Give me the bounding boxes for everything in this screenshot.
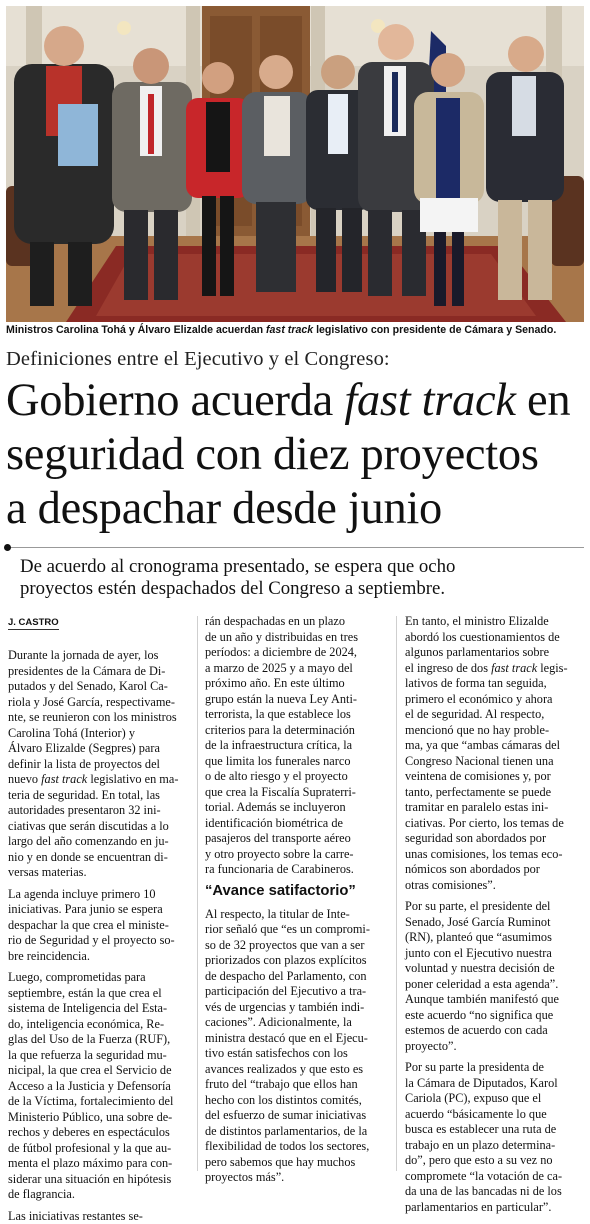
photo-caption	[6, 323, 584, 337]
byline: J. CASTRO	[8, 617, 59, 630]
text-line: rán despachadas en un plazo	[205, 614, 388, 630]
text-line: y otro proyecto sobre la carre-	[205, 847, 388, 863]
text-line: Cariola (PC), expuso que el	[405, 1091, 587, 1107]
column-divider	[396, 616, 397, 1171]
text-line: fruto del “trabajo que ellos han	[205, 1077, 388, 1093]
caption-italic: fast track	[266, 324, 313, 336]
deck-line-1: De acuerdo al cronograma presentado, se espera que ocho	[20, 556, 586, 578]
text-line: so de 32 proyectos que van a ser	[205, 938, 388, 954]
text-line: rechos y deberes en espectáculos	[8, 1125, 190, 1141]
text-line: de la Víctima, fortalecimiento del	[8, 1094, 190, 1110]
text-line: versas materias.	[8, 865, 190, 881]
text-line: de despacho del Parlamento, con	[205, 969, 388, 985]
text-line: mencionó que no hay proble-	[405, 723, 587, 739]
caption-text-end: legislativo con presidente de Cámara y Senado.	[313, 324, 556, 336]
text-line: riola y José García, respectivame-	[8, 695, 190, 711]
text-line: grupo están la nueva Ley Anti-	[205, 692, 388, 708]
headline-italic: fast track	[344, 375, 515, 426]
text-line: Senado, José García Ruminot	[405, 915, 587, 931]
text-line: torial. Además se incluyeron	[205, 800, 388, 816]
text-line: ra funcionaria de Carabineros.	[205, 862, 388, 878]
text-line: sistema de Inteligencia del Esta-	[8, 1001, 190, 1017]
text-line: presidentes de la Cámara de Di-	[8, 664, 190, 680]
text-line: tramitar en paralelo estas ini-	[405, 800, 587, 816]
text-line: próximo año. En este último	[205, 676, 388, 692]
text-line: ciativas que serán discutidas a lo	[8, 819, 190, 835]
text-line: unas comisiones, los temas eco-	[405, 847, 587, 863]
text-line: abordó los cuestionamientos de	[405, 630, 587, 646]
text-line: iniciativas. Para junio se espera	[8, 902, 190, 918]
headline	[6, 374, 590, 536]
text-line: Durante la jornada de ayer, los	[8, 648, 190, 664]
text-line: putados y del Senado, Karol Ca-	[8, 679, 190, 695]
text-line: La agenda incluye primero 10	[8, 887, 190, 903]
text-line: Al respecto, la titular de Inte-	[205, 907, 388, 923]
text-line: trabajo en un plazo determina-	[405, 1138, 587, 1154]
text-line: del esfuerzo de sumar iniciativas	[205, 1108, 388, 1124]
text-line: Congreso Nacional tienen una	[405, 754, 587, 770]
text-line: priorizados con plazos explícitos	[205, 953, 388, 969]
headline-line-2: seguridad con diez proyectos	[6, 428, 590, 482]
caption-text: Ministros Carolina Tohá y Álvaro Elizalde acuerdan	[6, 324, 266, 336]
text-line: menta el plazo máximo para con-	[8, 1156, 190, 1172]
text-line: nicipal, la que crea el Servicio de	[8, 1063, 190, 1079]
text-line: Acceso a la Justicia y Defensoría	[8, 1079, 190, 1095]
text-line: pasajeros del transporte aéreo	[205, 831, 388, 847]
text-line: proyecto”.	[405, 1039, 587, 1055]
text-line: nómicos son abordados por	[405, 862, 587, 878]
text-line: do”, pero que esto a su vez no	[405, 1153, 587, 1169]
kicker: Definiciones entre el Ejecutivo y el Congreso:	[6, 346, 390, 372]
column-2-body-b	[205, 907, 388, 1186]
text-line: Ministerio Público, una sobre de-	[8, 1110, 190, 1126]
text-line: da una de las bancadas ni de los	[405, 1184, 587, 1200]
text-line: rior señaló que “es un compromi-	[205, 922, 388, 938]
text-line: autoridades presentaron 32 ini-	[8, 803, 190, 819]
text-line: de la infraestructura crítica, la	[205, 738, 388, 754]
text-line: algunos parlamentarios sobre	[405, 645, 587, 661]
text-line: Álvaro Elizalde (Segpres) para	[8, 741, 190, 757]
text-line: que limita los funerales narco	[205, 754, 388, 770]
text-line: ministra destacó que en el Ejecu-	[205, 1031, 388, 1047]
news-photo	[6, 6, 584, 322]
text-line: nuevo fast track legislativo en ma-	[8, 772, 190, 788]
text-line: tanto, perfectamente se puede	[405, 785, 587, 801]
text-line: identificación biométrica de	[205, 816, 388, 832]
headline-text: Gobierno acuerda	[6, 375, 344, 426]
text-line: de distintos parlamentarios, de la	[205, 1124, 388, 1140]
text-line: largo del año comenzando en ju-	[8, 834, 190, 850]
column-2-body-a	[205, 614, 388, 878]
text-line: otras comisiones”.	[405, 878, 587, 894]
text-line: ma, ya que “ambas cámaras del	[405, 738, 587, 754]
text-line: Luego, comprometidas para	[8, 970, 190, 986]
text-line: do, inteligencia económica, Re-	[8, 1017, 190, 1033]
deck-line-2: proyectos estén despachados del Congreso a septiembre.	[20, 578, 586, 600]
headline-text-end: en	[516, 375, 571, 426]
text-line: estemos de acuerdo con cada	[405, 1023, 587, 1039]
text-line: ciativas. Por cierto, los temas de	[405, 816, 587, 832]
text-line: participación del Ejecutivo a tra-	[205, 984, 388, 1000]
text-line: primero el económico y ahora	[405, 692, 587, 708]
deck	[20, 556, 586, 600]
text-line: la Cámara de Diputados, Karol	[405, 1076, 587, 1092]
text-line: glas del Uso de la Fuerza (RUF),	[8, 1032, 190, 1048]
column-divider	[197, 616, 198, 1171]
text-line: seguridad son abordados por	[405, 831, 587, 847]
text-line: (RN), planteó que “asumimos	[405, 930, 587, 946]
text-line: de fútbol profesional y la que au-	[8, 1141, 190, 1157]
text-line: parlamentarios en particular”.	[405, 1200, 587, 1216]
text-line: Las iniciativas restantes se-	[8, 1209, 190, 1224]
column-1	[8, 614, 190, 1224]
text-line: nte, se reunieron con los ministros	[8, 710, 190, 726]
text-line: teria de seguridad. En total, las	[8, 788, 190, 804]
text-line: a marzo de 2025 y a mayo del	[205, 661, 388, 677]
text-line: despachar la que crea el ministe-	[8, 918, 190, 934]
text-line: busca es establecer una ruta de	[405, 1122, 587, 1138]
text-line: poner celeridad a esta agenda”.	[405, 977, 587, 993]
text-line: Aunque también manifestó que	[405, 992, 587, 1008]
text-line: bre reincidencia.	[8, 949, 190, 965]
text-line: nio y en donde se encuentran di-	[8, 850, 190, 866]
text-line: En tanto, el ministro Elizalde	[405, 614, 587, 630]
text-line: este acuerdo “no significa que	[405, 1008, 587, 1024]
text-line: lativos de forma tan seguida,	[405, 676, 587, 692]
text-line: flexibilidad de todos los sectores,	[205, 1139, 388, 1155]
column-3	[405, 614, 587, 1215]
text-line: Por su parte la presidenta de	[405, 1060, 587, 1076]
text-line: vés de urgencias y también indi-	[205, 1000, 388, 1016]
text-line: pero sabemos que hay muchos	[205, 1155, 388, 1171]
text-line: siderar una situación en hipótesis	[8, 1172, 190, 1188]
column-1-body	[8, 648, 190, 1224]
text-line: o de alto riesgo y el proyecto	[205, 769, 388, 785]
text-line: Carolina Tohá (Interior) y	[8, 726, 190, 742]
text-line: terrorista, la que establece los	[205, 707, 388, 723]
text-line: voluntad y nuestra decisión de	[405, 961, 587, 977]
text-line: criterios para la determinación	[205, 723, 388, 739]
text-line: caciones”. Adicionalmente, la	[205, 1015, 388, 1031]
column-2	[205, 614, 388, 1186]
column-3-body	[405, 614, 587, 1215]
text-line: el de seguridad. Al respecto,	[405, 707, 587, 723]
headline-line-3: a despachar desde junio	[6, 482, 590, 536]
text-line: el ingreso de dos fast track legis-	[405, 661, 587, 677]
group-photo-illustration	[6, 6, 584, 322]
text-line: que crea la Fiscalía Supraterri-	[205, 785, 388, 801]
headline-line-1	[6, 374, 590, 428]
text-line: períodos: a diciembre de 2024,	[205, 645, 388, 661]
text-line: la que refuerza la seguridad mu-	[8, 1048, 190, 1064]
text-line: Por su parte, el presidente del	[405, 899, 587, 915]
subhead: “Avance satifactorio”	[205, 881, 388, 901]
text-line: de flagrancia.	[8, 1187, 190, 1203]
text-line: avances realizados y que esto es	[205, 1062, 388, 1078]
text-line: acuerdo “básicamente lo que	[405, 1107, 587, 1123]
text-line: definir la lista de proyectos del	[8, 757, 190, 773]
text-line: proyectos más”.	[205, 1170, 388, 1186]
bullet-dot	[4, 544, 11, 551]
text-line: tivo están satisfechos con los	[205, 1046, 388, 1062]
text-line: hecho con los distintos comités,	[205, 1093, 388, 1109]
text-line: septiembre, están la que crea el	[8, 986, 190, 1002]
text-line: compromete “la votación de ca-	[405, 1169, 587, 1185]
divider	[6, 547, 584, 548]
text-line: veintena de comisiones y, por	[405, 769, 587, 785]
text-line: rio de Seguridad y el proyecto so-	[8, 933, 190, 949]
text-line: junto con el Ejecutivo nuestra	[405, 946, 587, 962]
text-line: de un año y distribuidas en tres	[205, 630, 388, 646]
